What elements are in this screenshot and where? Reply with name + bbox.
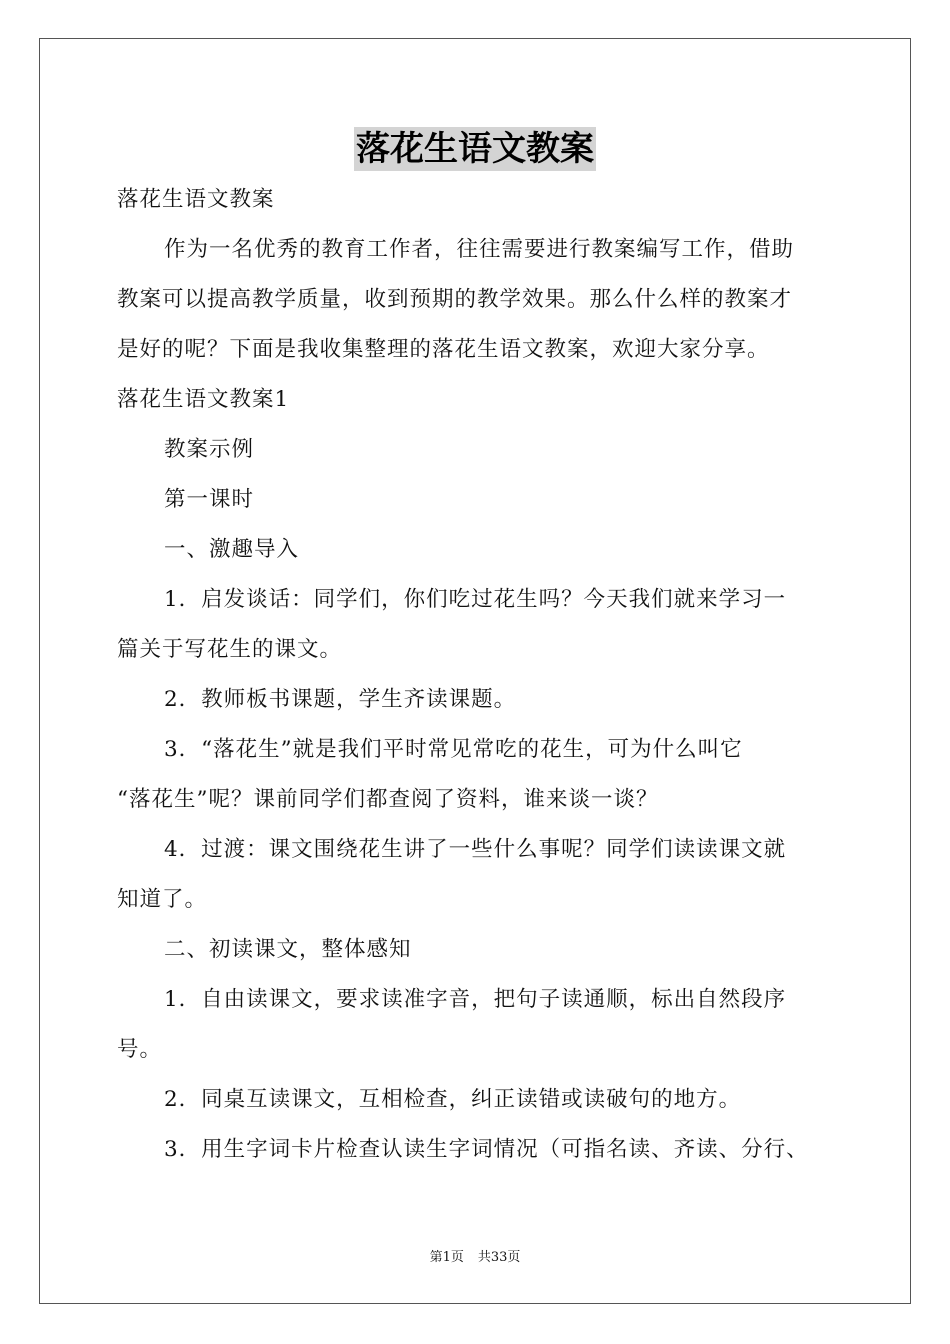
page-number: 第1页	[429, 1250, 464, 1265]
page-total: 共33页	[477, 1250, 521, 1265]
text-line: 一、激趣导入	[164, 537, 300, 562]
text-line: 知道了。	[117, 887, 208, 912]
text-line: 4．过渡：课文围绕花生讲了一些什么事呢？同学们读读课文就	[164, 837, 787, 862]
text-line: 教案可以提高教学质量，收到预期的教学效果。那么什么样的教案才	[117, 287, 793, 312]
text-line: 篇关于写花生的课文。	[117, 637, 343, 662]
text-line: 3．用生字词卡片检查认读生字词情况（可指名读、齐读、分行、	[164, 1137, 809, 1162]
text-line: 落花生语文教案	[117, 187, 275, 212]
document-body	[117, 175, 837, 1175]
text-line: 是好的呢？下面是我收集整理的落花生语文教案，欢迎大家分享。	[117, 337, 770, 362]
text-line: 1．启发谈话：同学们，你们吃过花生吗？今天我们就来学习一	[164, 587, 787, 612]
text-line: 教案示例	[164, 437, 255, 462]
document-title: 落花生语文教案	[356, 129, 594, 169]
title-area	[0, 127, 950, 171]
text-line: 2．同桌互读课文，互相检查，纠正读错或读破句的地方。	[164, 1087, 742, 1112]
text-line: 第一课时	[164, 487, 255, 512]
text-line: 3．“落花生”就是我们平时常见常吃的花生，可为什么叫它	[164, 737, 743, 762]
section-heading: 落花生语文教案1	[117, 387, 290, 412]
text-line: “落花生”呢？课前同学们都查阅了资料，谁来谈一谈？	[117, 787, 659, 812]
page-footer	[0, 1246, 950, 1265]
text-line: 1．自由读课文，要求读准字音，把句子读通顺，标出自然段序	[164, 987, 787, 1012]
text-line: 作为一名优秀的教育工作者，往往需要进行教案编写工作，借助	[164, 237, 795, 262]
text-line: 号。	[117, 1037, 163, 1062]
text-line: 2．教师板书课题，学生齐读课题。	[164, 687, 517, 712]
text-line: 二、初读课文，整体感知	[164, 937, 412, 962]
